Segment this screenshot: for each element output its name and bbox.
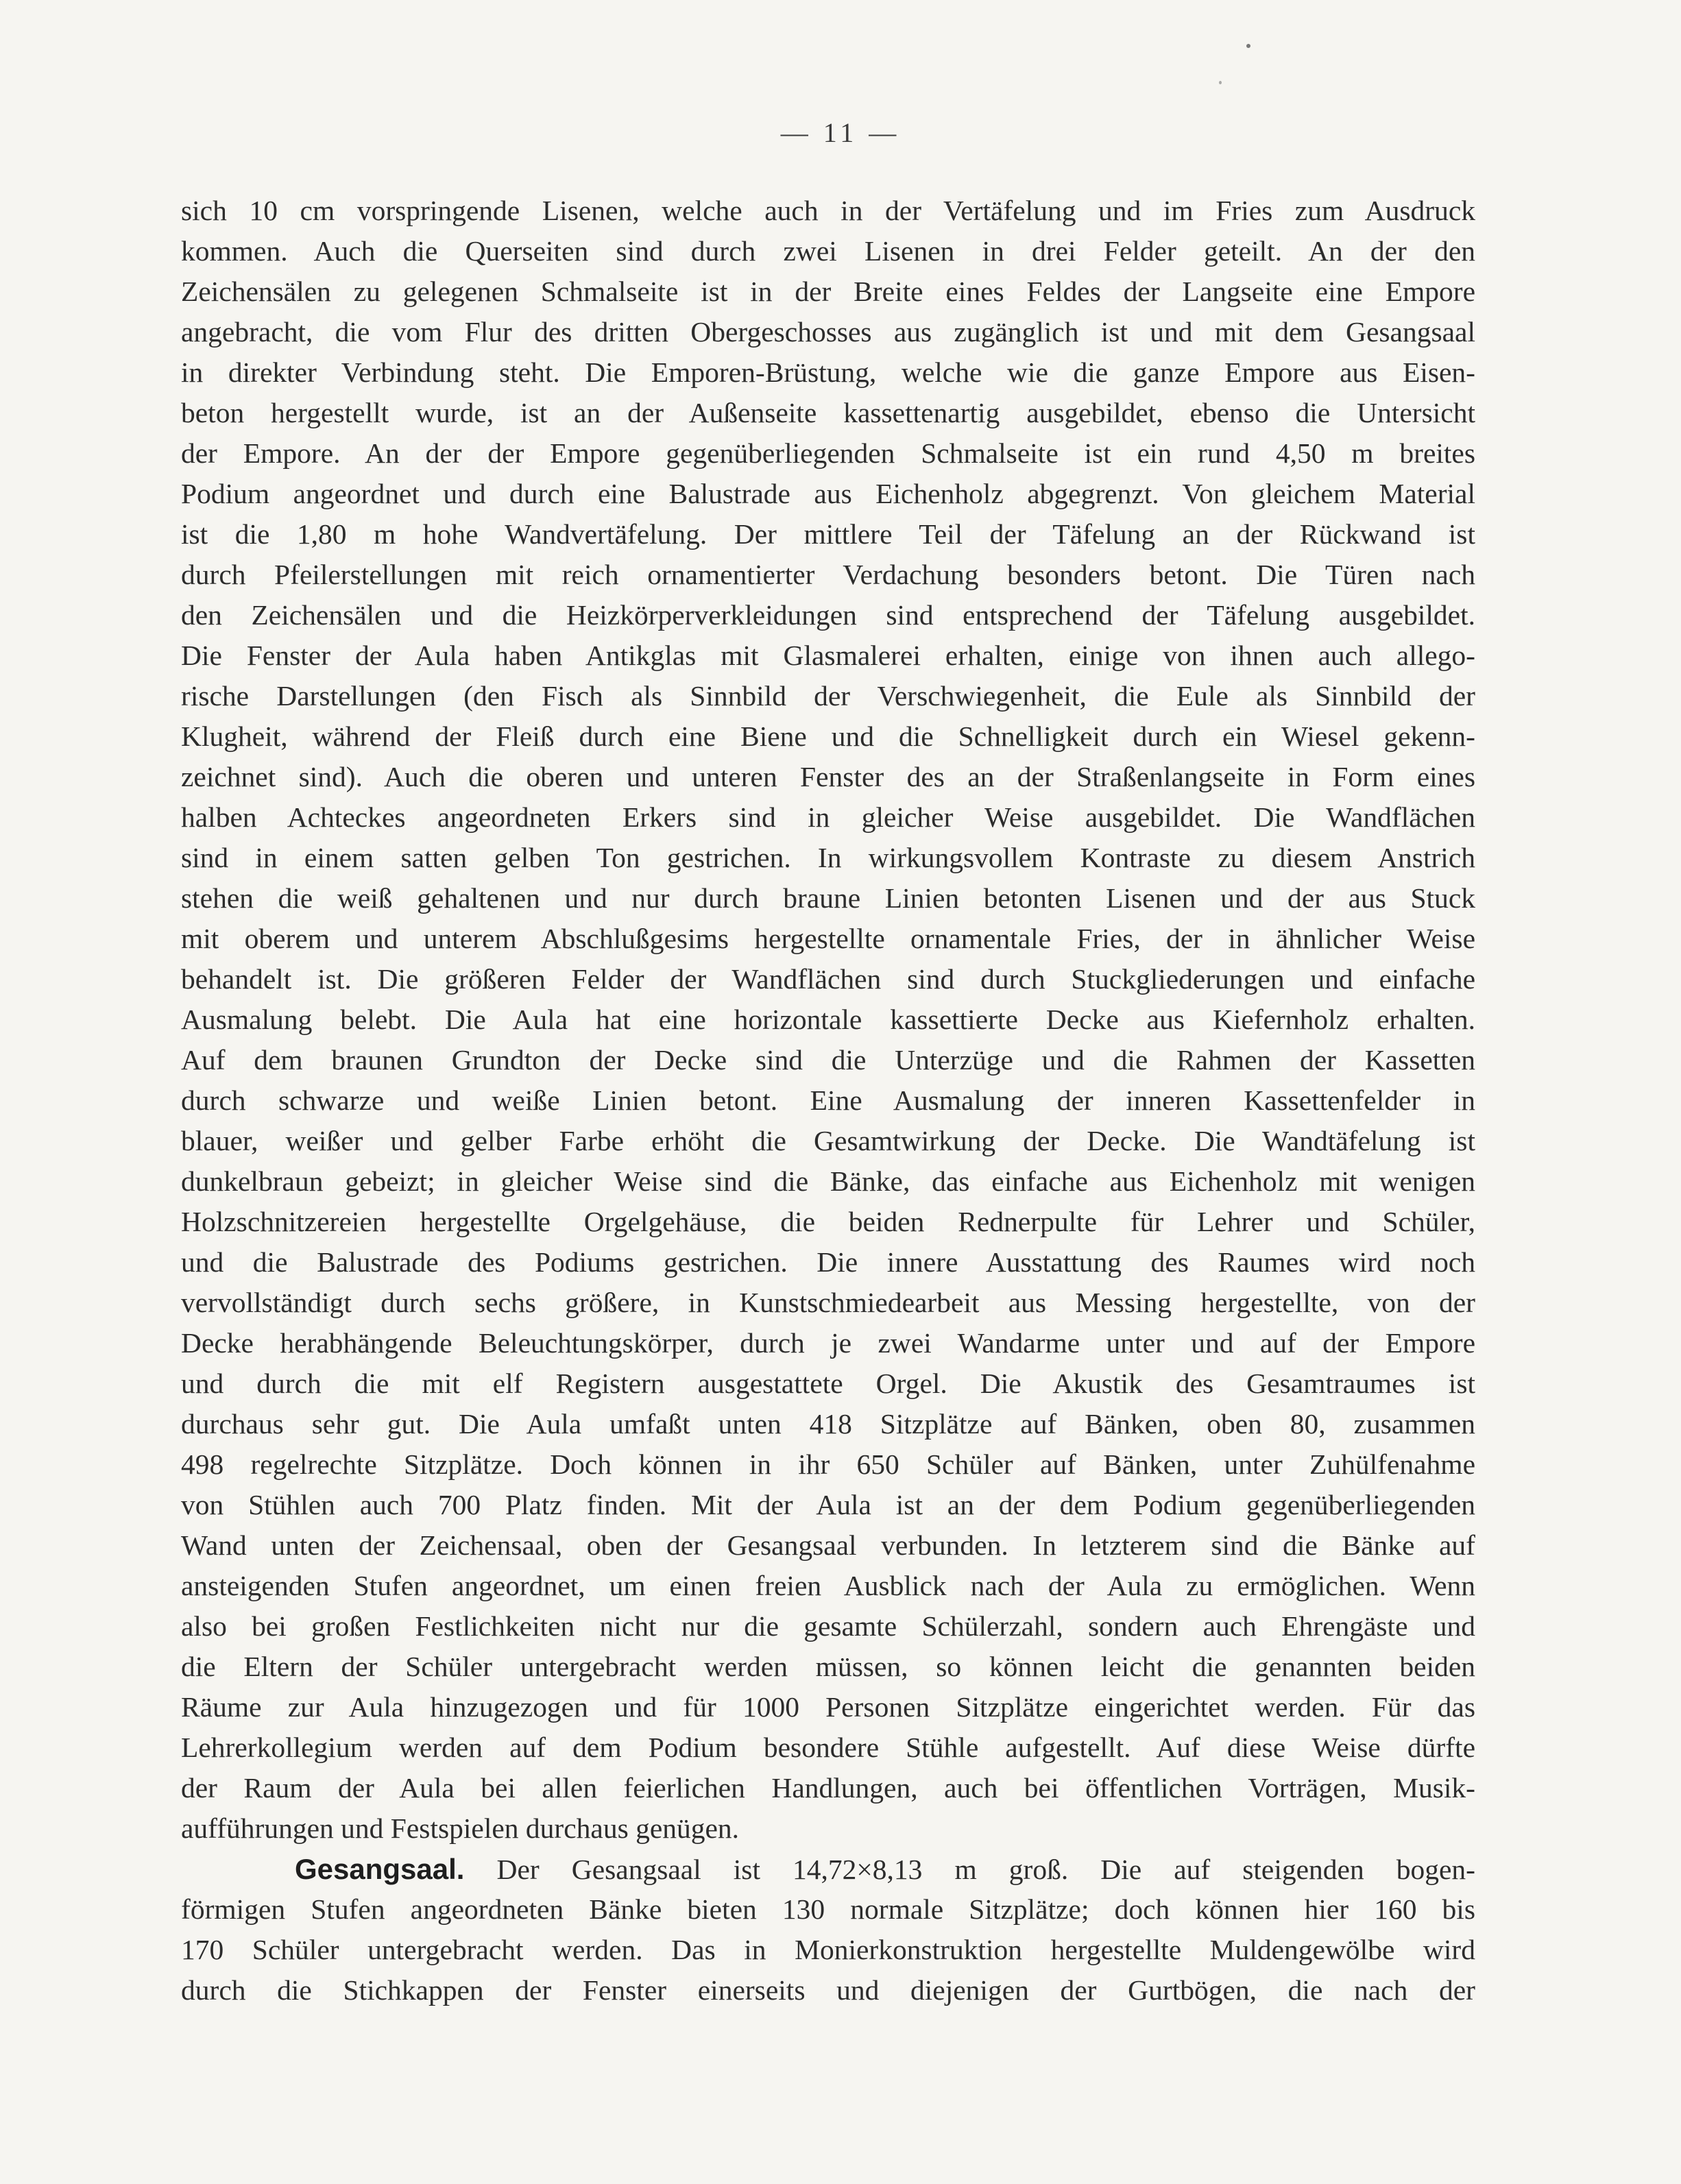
text-line: stehen die weiß gehaltenen und nur durch braune Linien betonten Lisenen und der aus Stuck	[181, 882, 1475, 914]
text-line: behandelt ist. Die größeren Felder der Wandflächen sind durch Stuckgliederungen und einfache	[181, 963, 1475, 995]
text-line: 498 regelrechte Sitzplätze. Doch können in ihr 650 Schüler auf Bänken, unter Zuhülfenahme	[181, 1448, 1475, 1480]
text-line: angebracht, die vom Flur des dritten Obergeschosses aus zugänglich ist und mit dem Gesangsaal	[181, 316, 1475, 348]
paragraph-end-line: aufführungen und Festspielen durchaus genügen.	[181, 1812, 740, 1844]
text-line: mit oberem und unterem Abschlußgesims hergestellte ornamentale Fries, der in ähnlicher Weise	[181, 923, 1475, 954]
text-line: Klugheit, während der Fleiß durch eine Biene und die Schnelligkeit durch ein Wiesel gekenn-	[181, 720, 1475, 752]
text-line: der Empore. An der der Empore gegenüberliegenden Schmalseite ist ein rund 4,50 m breites	[181, 437, 1475, 469]
text-line: halben Achteckes angeordneten Erkers sind in gleicher Weise ausgebildet. Die Wandflächen	[181, 801, 1475, 833]
text-line: Holzschnitzereien hergestellte Orgelgehäuse, die beiden Rednerpulte für Lehrer und Schüler,	[181, 1206, 1475, 1237]
page-number: — 11 —	[780, 117, 901, 148]
text-line: Zeichensälen zu gelegenen Schmalseite ist in der Breite eines Feldes der Langseite eine Empore	[181, 276, 1475, 307]
text-line: und die Balustrade des Podiums gestrichen. Die innere Ausstattung des Raumes wird noch	[181, 1246, 1475, 1278]
text-line: kommen. Auch die Querseiten sind durch zwei Lisenen in drei Felder geteilt. An der den	[181, 235, 1475, 267]
text-line: sich 10 cm vorspringende Lisenen, welche auch in der Vertäfelung und im Fries zum Ausdruck	[181, 195, 1475, 226]
text-line: von Stühlen auch 700 Platz finden. Mit der Aula ist an der dem Podium gegenüberliegenden	[181, 1489, 1475, 1520]
text-line: Podium angeordnet und durch eine Balustrade aus Eichenholz abgegrenzt. Von gleichem Material	[181, 478, 1475, 509]
paper-speck	[1246, 44, 1250, 48]
text-line: durch Pfeilerstellungen mit reich ornamentierter Verdachung besonders betont. Die Türen nach	[181, 559, 1475, 590]
text-line: Decke herabhängende Beleuchtungskörper, durch je zwei Wandarme unter und auf der Empore	[181, 1327, 1475, 1359]
text-line: Räume zur Aula hinzugezogen und für 1000 Personen Sitzplätze eingerichtet werden. Für das	[181, 1691, 1475, 1723]
text-line: zeichnet sind). Auch die oberen und unteren Fenster des an der Straßenlangseite in Form eines	[181, 761, 1475, 792]
text-line: durch schwarze und weiße Linien betont. Eine Ausmalung der inneren Kassettenfelder in	[181, 1084, 1475, 1116]
text-line: beton hergestellt wurde, ist an der Außenseite kassettenartig ausgebildet, ebenso die Untersicht	[181, 397, 1475, 428]
text-line: also bei großen Festlichkeiten nicht nur die gesamte Schülerzahl, sondern auch Ehrengäste und	[181, 1610, 1475, 1642]
body-text	[181, 191, 1475, 2011]
text-line: 170 Schüler untergebracht werden. Das in Monierkonstruktion hergestellte Muldengewölbe wird	[181, 1934, 1475, 1965]
text-line: sind in einem satten gelben Ton gestrichen. In wirkungsvollem Kontraste zu diesem Anstrich	[181, 842, 1475, 873]
text-line: durch die Stichkappen der Fenster einerseits und diejenigen der Gurtbögen, die nach der	[181, 1974, 1475, 2006]
text-line: Wand unten der Zeichensaal, oben der Gesangsaal verbunden. In letzterem sind die Bänke auf	[181, 1529, 1475, 1561]
paper-speck	[1219, 81, 1222, 84]
text-line: blauer, weißer und gelber Farbe erhöht die Gesamtwirkung der Decke. Die Wandtäfelung ist	[181, 1125, 1475, 1156]
text-line: förmigen Stufen angeordneten Bänke bieten 130 normale Sitzplätze; doch können hier 160 bis	[181, 1893, 1475, 1925]
text-line: Die Fenster der Aula haben Antikglas mit Glasmalerei erhalten, einige von ihnen auch allego-	[181, 640, 1475, 671]
section-first-line	[181, 1849, 1475, 1889]
text-line: durchaus sehr gut. Die Aula umfaßt unten 418 Sitzplätze auf Bänken, oben 80, zusammen	[181, 1408, 1475, 1440]
section-text: Der Gesangsaal ist 14,72×8,13 m groß. Die auf steigenden bogen-	[496, 1854, 1475, 1885]
text-line: der Raum der Aula bei allen feierlichen Handlungen, auch bei öffentlichen Vorträgen, Musik-	[181, 1772, 1475, 1804]
text-line: vervollständigt durch sechs größere, in Kunstschmiedearbeit aus Messing hergestellte, von der	[181, 1287, 1475, 1318]
section-heading: Gesangsaal.	[295, 1853, 465, 1885]
text-line: ansteigenden Stufen angeordnet, um einen freien Ausblick nach der Aula zu ermöglichen. Wenn	[181, 1570, 1475, 1601]
text-line: den Zeichensälen und die Heizkörperverkleidungen sind entsprechend der Täfelung ausgebildet.	[181, 599, 1475, 631]
text-line: rische Darstellungen (den Fisch als Sinnbild der Verschwiegenheit, die Eule als Sinnbild der	[181, 680, 1475, 712]
text-line: Ausmalung belebt. Die Aula hat eine horizontale kassettierte Decke aus Kiefernholz erhalten.	[181, 1004, 1475, 1035]
text-line: ist die 1,80 m hohe Wandvertäfelung. Der mittlere Teil der Täfelung an der Rückwand ist	[181, 518, 1475, 550]
text-line: Auf dem braunen Grundton der Decke sind die Unterzüge und die Rahmen der Kassetten	[181, 1044, 1475, 1076]
text-line: die Eltern der Schüler untergebracht werden müssen, so können leicht die genannten beiden	[181, 1651, 1475, 1682]
text-line: Lehrerkollegium werden auf dem Podium besondere Stühle aufgestellt. Auf diese Weise dürfte	[181, 1732, 1475, 1763]
text-line: dunkelbraun gebeizt; in gleicher Weise sind die Bänke, das einfache aus Eichenholz mit wenigen	[181, 1165, 1475, 1197]
text-line: und durch die mit elf Registern ausgestattete Orgel. Die Akustik des Gesamtraumes ist	[181, 1368, 1475, 1399]
text-line: in direkter Verbindung steht. Die Emporen-Brüstung, welche wie die ganze Empore aus Eisen-	[181, 356, 1475, 388]
